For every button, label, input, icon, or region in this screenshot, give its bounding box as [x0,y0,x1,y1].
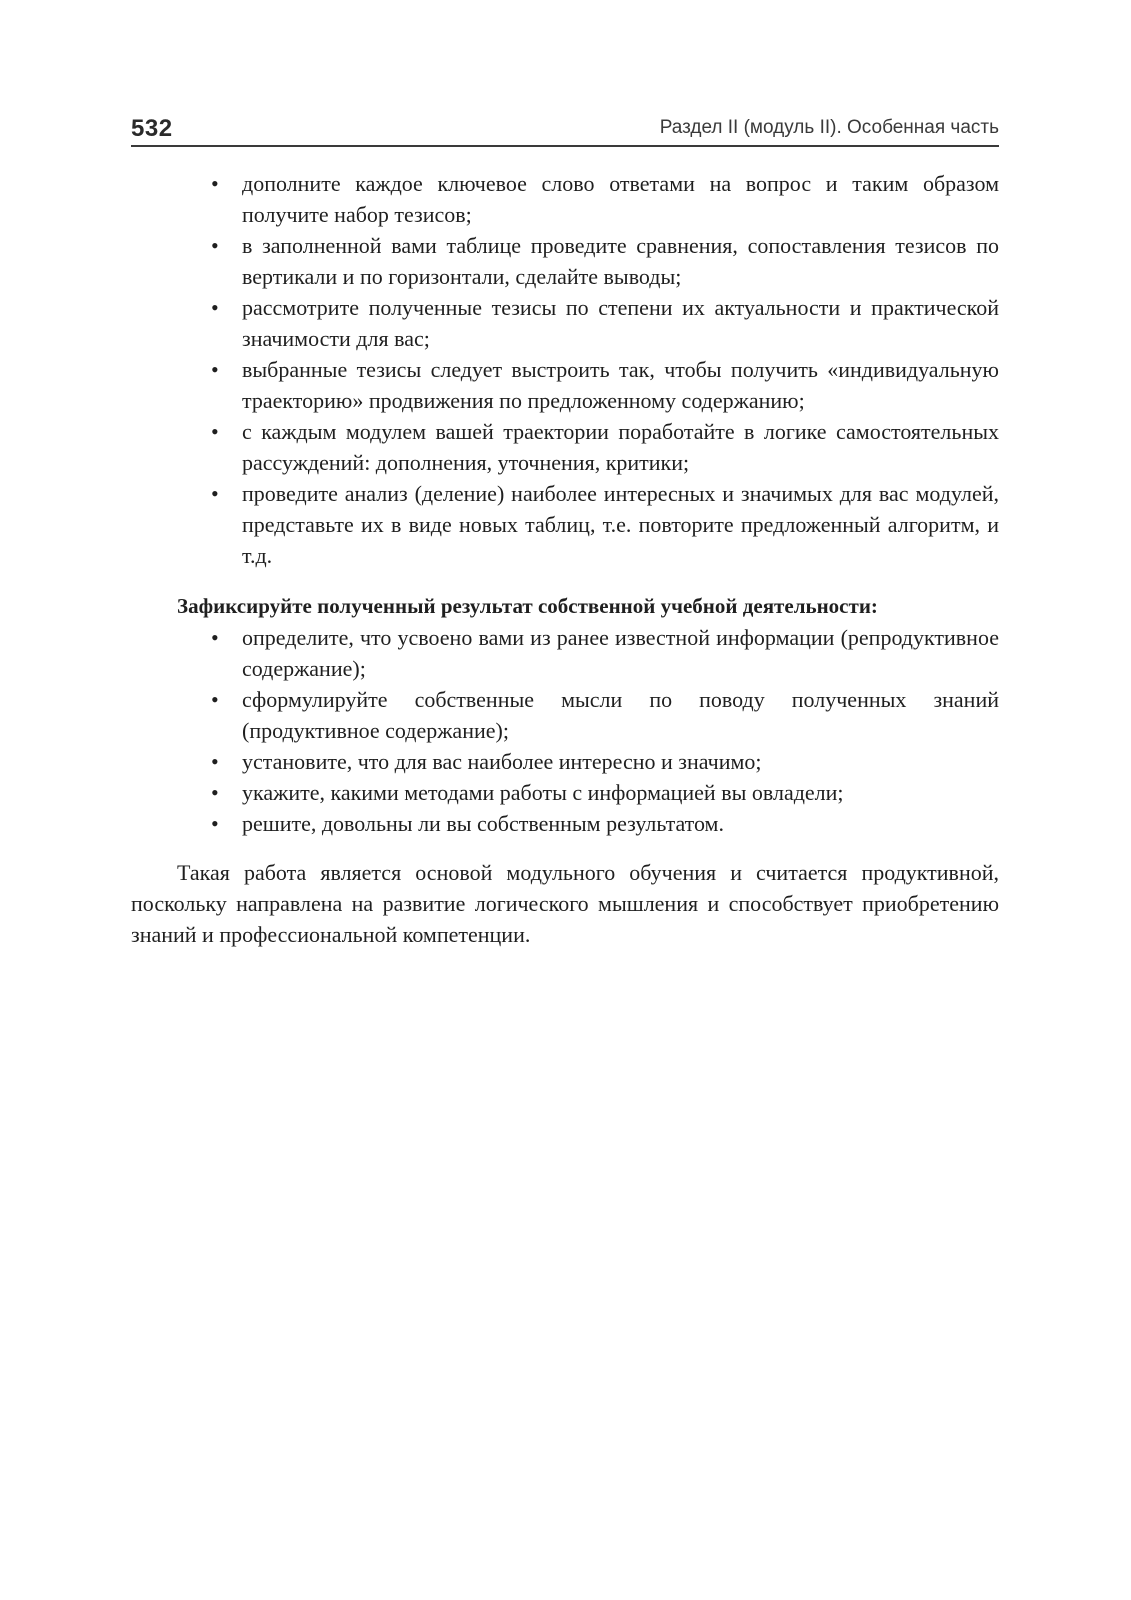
bullet-icon: • [211,233,219,258]
section-heading: Зафиксируйте полученный результат собственной учебной деятельности: [177,594,878,618]
list-item-text: дополните каждое ключевое слово ответами на вопрос и таким образом получите набор тезисов; [242,171,999,227]
bullet-icon: • [211,811,219,836]
list-item [211,478,999,571]
list-item [211,292,999,354]
list-item [211,168,999,230]
list-item [211,354,999,416]
page-body [131,168,999,950]
list-item-text: проведите анализ (деление) наиболее интересных и значимых для вас модулей, представьте их в виде новых таблиц, т.е. повторите предложенный алгоритм, и т.д. [242,481,999,568]
list-item [211,416,999,478]
list-item [211,622,999,684]
result-list [131,622,999,839]
list-item [211,777,999,808]
list-item-text: рассмотрите полученные тезисы по степени их актуальности и практической значимости для вас; [242,295,999,351]
bullet-icon: • [211,687,219,712]
running-header [131,113,999,147]
closing-paragraph: Такая работа является основой модульного обучения и считается продуктивной, поскольку направлена на развитие логического мышления и способствует приобретению знаний и профессиональной компетенции. [131,860,999,947]
bullet-icon: • [211,295,219,320]
list-item-text: в заполненной вами таблице проведите сравнения, сопоставления тезисов по вертикали и по горизонтали, сделайте выводы; [242,233,999,289]
list-item-text: сформулируйте собственные мысли по поводу полученных знаний (продуктивное содержание); [242,687,999,743]
bullet-icon: • [211,481,219,506]
list-item [211,746,999,777]
running-title: Раздел II (модуль II). Особенная часть [659,117,999,138]
page-number: 532 [131,115,173,142]
list-item-text: установите, что для вас наиболее интересно и значимо; [242,749,762,774]
list-item [211,808,999,839]
list-item-text: с каждым модулем вашей траектории поработайте в логике самостоятельных рассуждений: дополнения, уточнения, критики; [242,419,999,475]
instruction-list [131,168,999,571]
bullet-icon: • [211,419,219,444]
bullet-icon: • [211,357,219,382]
list-item-text: укажите, какими методами работы с информацией вы овладели; [242,780,844,805]
list-item-text: выбранные тезисы следует выстроить так, чтобы получить «индивидуальную траекторию» продвижения по предложенному содержанию; [242,357,999,413]
list-item [211,684,999,746]
list-item-text: определите, что усвоено вами из ранее известной информации (репродуктивное содержание); [242,625,999,681]
list-item-text: решите, довольны ли вы собственным результатом. [242,811,724,836]
bullet-icon: • [211,625,219,650]
list-item [211,230,999,292]
bullet-icon: • [211,749,219,774]
bullet-icon: • [211,780,219,805]
bullet-icon: • [211,171,219,196]
